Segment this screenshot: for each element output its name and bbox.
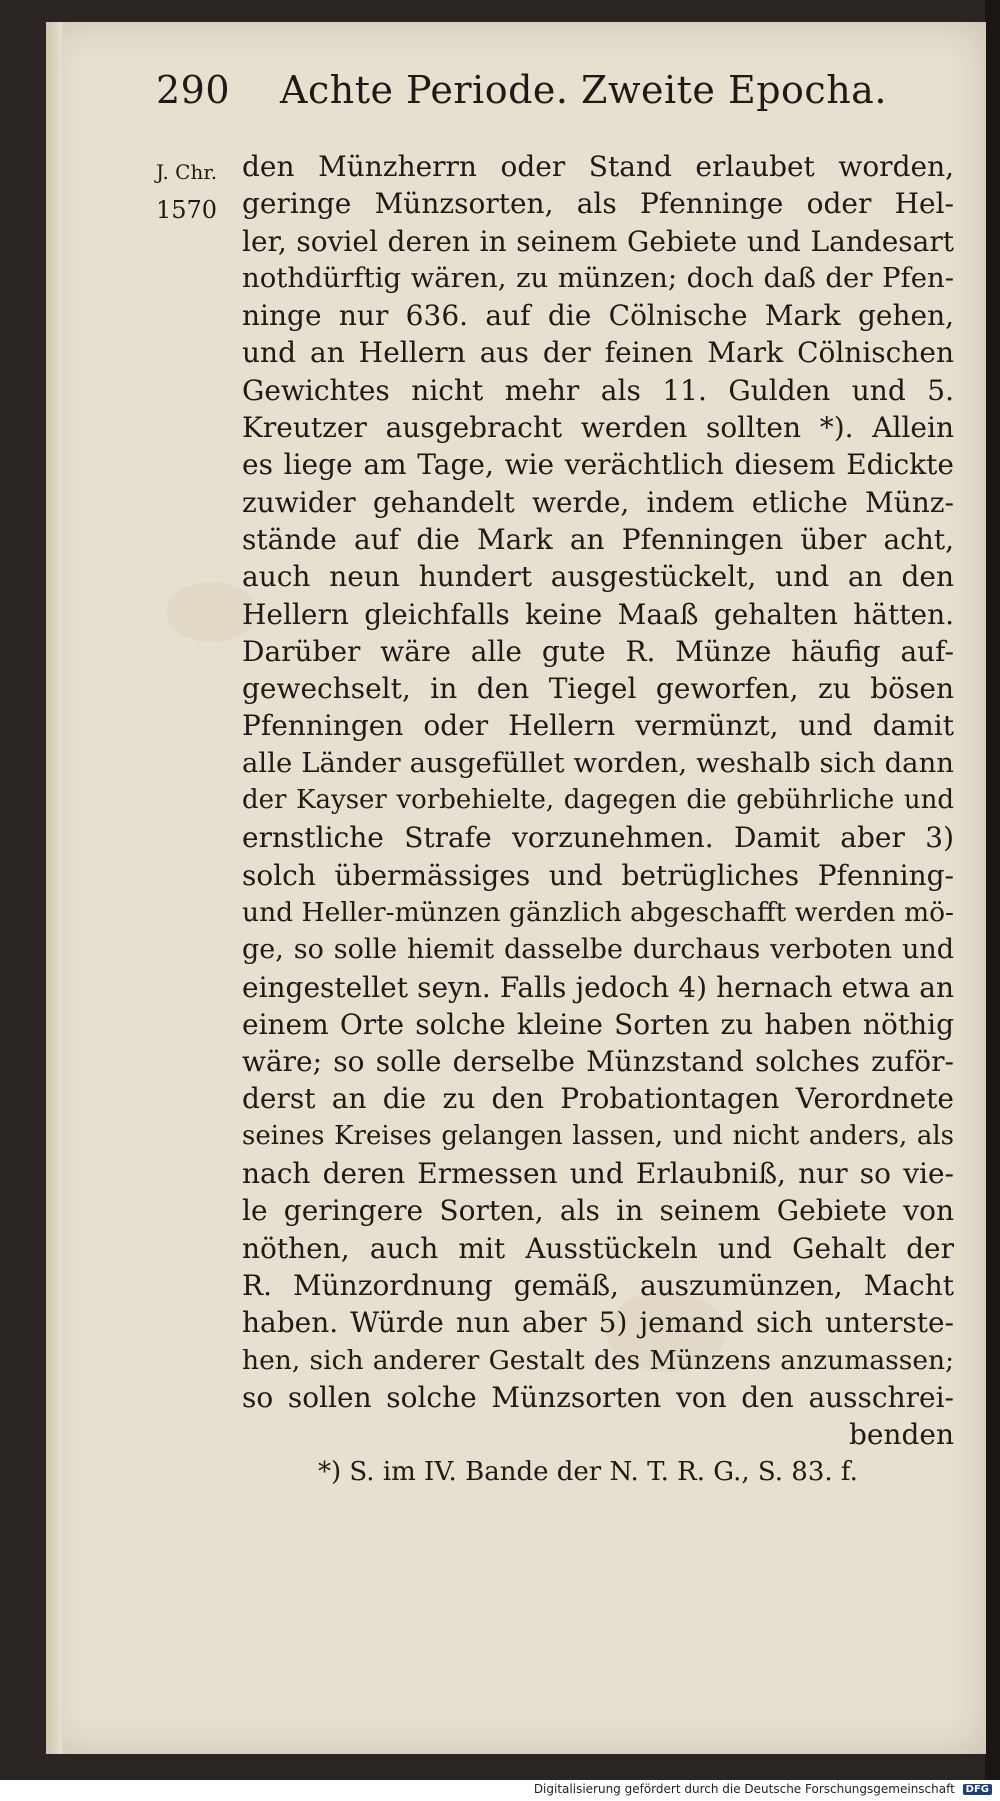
text-line: haben. Würde nun aber 5) jemand sich unterste- <box>242 1306 954 1340</box>
text-line: seines Kreises gelangen lassen, und nicht anders, als <box>242 1120 954 1151</box>
text-line: ernstliche Strafe vorzunehmen. Damit aber 3) <box>242 821 954 855</box>
running-head: Achte Periode. Zweite Epocha. <box>280 68 887 112</box>
text-line: den Münzherrn oder Stand erlaubet worden, <box>242 150 954 183</box>
text-line: stände auf die Mark an Pfenningen über acht, <box>242 522 954 556</box>
text-line: auch neun hundert ausgestückelt, und an den <box>242 560 954 594</box>
text-line: solch übermässiges und betrügliches Pfenning- <box>242 858 954 892</box>
dfg-logo-icon: DFG <box>963 1784 992 1795</box>
credit-bar <box>0 1780 1000 1801</box>
text-line: zuwider gehandelt werde, indem etliche Münz- <box>242 485 954 519</box>
text-line: und Heller-münzen gänzlich abgeschafft werden mö- <box>242 896 954 928</box>
text-line: nothdürftig wären, zu münzen; doch daß der Pfen- <box>242 261 954 294</box>
page-gutter-shadow <box>46 22 62 1754</box>
text-line: wäre; so solle derselbe Münzstand solches zuför- <box>242 1045 954 1079</box>
text-line: Hellern gleichfalls keine Maaß gehalten hätten. <box>242 597 954 631</box>
text-line: der Kayser vorbehielte, dagegen die gebührliche und <box>242 785 954 816</box>
text-line: hen, sich anderer Gestalt des Münzens anzumassen; <box>242 1344 954 1376</box>
text-line: le geringere Sorten, als in seinem Gebiete von <box>242 1194 954 1228</box>
text-line: Darüber wäre alle gute R. Münze häufig auf- <box>242 634 954 668</box>
text-line: es liege am Tage, wie verächtlich diesem Edickte <box>242 448 954 482</box>
text-line: nach deren Ermessen und Erlaubniß, nur so vie- <box>242 1157 954 1191</box>
text-line: ler, soviel deren in seinem Gebiete und Landesart <box>242 224 954 258</box>
margin-note-year: 1570 <box>156 196 218 224</box>
text-line: derst an die zu den Probationtagen Verordnete <box>242 1082 954 1116</box>
text-line: einem Orte solche kleine Sorten zu haben nöthig <box>242 1007 954 1041</box>
text-line: alle Länder ausgefüllet worden, weshalb sich dann <box>242 746 954 779</box>
footnote: *) S. im IV. Bande der N. T. R. G., S. 83. f. <box>318 1457 858 1487</box>
text-line: gewechselt, in den Tiegel geworfen, zu bösen <box>242 672 954 706</box>
page-number: 290 <box>156 68 231 112</box>
credit-text: Digitalisierung gefördert durch die Deutsche Forschungsgemeinschaft <box>533 1782 955 1796</box>
text-line: und an Hellern aus der feinen Mark Cölnischen <box>242 336 954 370</box>
text-line: Gewichtes nicht mehr als 11. Gulden und 5. <box>242 373 954 407</box>
body-text <box>242 148 954 1453</box>
scan-background-strip <box>985 0 1000 1801</box>
page-header <box>156 68 960 128</box>
margin-note-era: J. Chr. <box>156 160 218 184</box>
digitization-credit <box>534 1782 992 1796</box>
text-line: ge, so solle hiemit dasselbe durchaus verboten und <box>242 934 954 966</box>
text-line: so sollen solche Münzsorten von den ausschrei- <box>242 1380 954 1414</box>
text-line: benden <box>848 1418 954 1452</box>
text-line: eingestellet seyn. Falls jedoch 4) hernach etwa an <box>242 970 954 1004</box>
text-line: nöthen, auch mit Ausstückeln und Gehalt der <box>242 1231 954 1265</box>
text-line: Pfenningen oder Hellern vermünzt, und damit <box>242 709 954 743</box>
text-line: Kreutzer ausgebracht werden sollten *). Allein <box>242 411 954 445</box>
text-line: ninge nur 636. auf die Cölnische Mark gehen, <box>242 299 954 333</box>
text-line: R. Münzordnung gemäß, auszumünzen, Macht <box>242 1268 954 1302</box>
text-line: geringe Münzsorten, als Pfenninge oder Hel- <box>242 187 954 221</box>
